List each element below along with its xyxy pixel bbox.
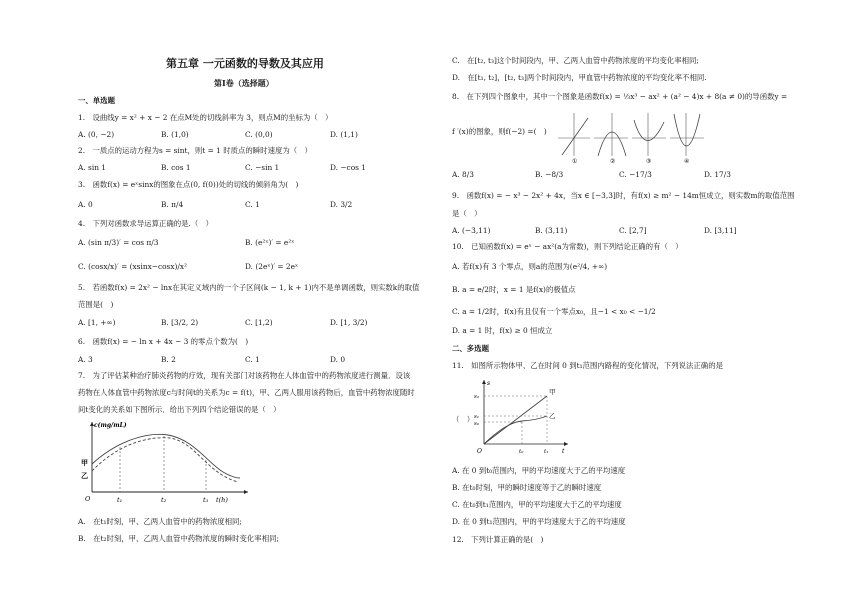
q7-ylabel: c(mg/mL) [94,422,127,429]
q11-option-a: A. 在 0 到t₀范围内，甲的平均速度大于乙的平均速度 [452,466,626,475]
q5-option-b: B. [3/2, 2) [161,318,199,327]
q9-option-d: D. [3,11] [704,226,737,235]
q10-option-a: A. 若f(x)有 3 个零点，则a的范围为(e²/4, +∞) [452,262,608,271]
q7-option-a: A. 在t₁时刻，甲、乙两人血管中的药物浓度相同; [78,517,242,526]
q11-tick-s0: s₀ [474,421,480,427]
question-9-line-2: 是（ ） [452,209,482,218]
q1-option-d: D. (1,1) [330,130,358,139]
q7-label-yi: 乙 [81,471,88,480]
q8-graphs [556,108,706,164]
q7-origin: O [85,495,91,503]
q7-label-jia: 甲 [81,458,88,467]
q8-mark-3: ③ [646,158,652,164]
q7-curve-yi [92,438,238,482]
q6-option-d: D. 0 [330,355,346,364]
q11-axis-s: s [487,380,491,387]
q1-option-a: A. (0, −2) [78,130,115,139]
q2-option-c: C. −sin 1 [245,163,280,172]
q4-option-c: C. (cosx/x)′ = (xsinx−cosx)/x² [78,262,188,271]
q5-option-d: D. [1, 3/2) [330,318,368,327]
question-12: 12. 下列计算正确的是( ) [452,535,544,544]
q11-tick-s1: s₁ [474,414,480,420]
q11-option-d: D. 在 0 到t₁范围内，甲的平均速度大于乙的平均速度 [452,517,626,526]
q11-tick-t1: t₁ [544,449,549,455]
q8-mark-1: ① [572,158,578,164]
page-title: 第五章 一元函数的导数及其应用 [166,57,324,70]
q8-option-d: D. 17/3 [704,170,731,179]
question-2: 2. 一质点的运动方程为s = sint，则t = 1 时质点的瞬时速度为（ ） [78,146,312,155]
q6-option-c: C. 1 [245,355,260,364]
section-heading-multi-choice: 二、多选题 [452,344,489,353]
question-7-line-2: 药物在人体血管中药物浓度c与时间t的关系为c = f(t)，甲、乙两人服用该药物后，血管中药物浓度随时 [78,388,415,397]
q11-tick-t0: t₀ [519,449,524,455]
q3-option-d: D. 3/2 [330,200,353,209]
question-8-line-2: f ′(x)的图象，则f(−2) =( ) [452,127,547,136]
q4-option-b: B. (e²ˣ)′ = e²ˣ [245,238,295,247]
q8-graph-1 [558,113,590,156]
q11-option-c: C. 在t₀到t₁范围内，甲的平均速度大于乙的平均速度 [452,500,622,509]
q1-option-b: B. (1,0) [161,130,189,139]
q7-tick-t1: t₁ [117,496,123,504]
q10-option-d: D. a = 1 时，f(x) ≥ 0 恒成立 [452,326,553,335]
q10-option-c: C. a = 1/2时，f(x)有且仅有一个零点x₀，且−1 < x₀ < −1/2 [452,307,656,316]
question-7-line-1: 7. 为了评估某种治疗肺炎药物的疗效，现有关部门对该药物在人体血管中的药物浓度进行测量．设该 [78,371,411,380]
q8-mark-4: ④ [684,158,690,164]
section-heading-single-choice: 一、单选题 [78,96,115,105]
q4-option-d: D. (2eˣ)′ = 2eˣ [245,262,299,271]
q7-option-d: D. 在[t₁, t₂]，[t₂, t₃]两个时间段内，甲血管中药物浓度的平均变化率不相同. [452,73,707,82]
q8-graph-3 [632,113,666,156]
left-column [78,0,458,608]
q5-option-c: C. [1,2) [245,318,273,327]
q8-mark-2: ② [610,158,616,164]
q8-option-a: A. 8/3 [452,170,474,179]
question-8-line-1: 8. 在下列四个图象中，其中一个图象是函数f(x) = ⅓x³ − ax² + (a² − 4)x + 8(a ≠ 0)的导函数y = [452,92,788,101]
q7-xlabel: t(h) [216,496,228,504]
q7-tick-t2: t₂ [161,496,167,504]
question-7-line-3: 间t变化的关系如下图所示．给出下列四个结论错误的是（ ） [78,405,281,414]
q6-option-b: B. 2 [161,355,176,364]
question-5: 5. 若函数f(x) = 2x² − lnx在其定义域内的一个子区间(k − 1, k + 1)内不是单调函数，则实数k的取值 [78,283,420,292]
q7-concentration-graph [78,418,253,510]
question-3: 3. 函数f(x) = eˣsinx的图象在点(0, f(0))处的切线的倾斜角为( ) [78,180,299,189]
q3-option-c: C. 1 [245,200,260,209]
q8-option-b: B. −8/3 [535,170,564,179]
question-9-line-1: 9. 函数f(x) = − x³ − 2x² + 4x，当x ∈ [−3,3]时，有f(x) ≥ m² − 14m恒成立，则实数m的取值范围 [452,191,795,200]
q7-curve-jia [92,434,240,478]
q2-option-d: D. −cos 1 [330,163,366,172]
q11-label-jia: 甲 [549,388,556,396]
q6-option-a: A. 3 [78,355,93,364]
q7-tick-t3: t₃ [203,496,209,504]
q10-option-b: B. a = e/2时，x = 1 是f(x)的极值点 [452,285,576,294]
q11-line-jia [484,396,547,444]
q5-option-a: A. [1, +∞) [78,318,116,327]
q11-option-b: B. 在t₀时刻，甲的瞬时速度等于乙的瞬时速度 [452,483,602,492]
q11-distance-graph [472,376,572,456]
q8-option-c: C. −17/3 [619,170,652,179]
q8-graph-4 [670,113,704,156]
q8-graph-2 [594,113,628,156]
volume-heading: 第I卷（选择题） [214,78,274,88]
question-11: 11. 如图所示物体甲、乙在时间 0 到t₁范围内路程的变化情况，下列说法正确的是 [452,361,723,370]
q11-tick-s2: s₂ [474,394,480,400]
question-5-continued: 范围是( ) [78,300,114,309]
q9-option-b: B. (3,11) [535,226,568,235]
q1-option-c: C. (0,0) [245,130,273,139]
q3-option-a: A. 0 [78,200,93,209]
q9-option-c: C. [2,7] [619,226,647,235]
q11-label-yi: 乙 [549,412,556,420]
q7-option-b: B. 在t₂时刻，甲、乙两人血管中药物浓度的瞬时变化率相同; [78,534,279,543]
q4-option-a: A. (sin π/3)′ = cos π/3 [78,238,159,247]
q9-option-a: A. (−3,11) [452,226,491,235]
question-6: 6. 函数f(x) = − ln x + 4x − 3 的零点个数为( ) [78,337,249,346]
q7-option-c: C. 在[t₂, t₃]这个时间段内，甲、乙两人血管中药物浓度的平均变化率相同; [452,56,699,65]
q11-origin: O [477,448,482,455]
question-1: 1. 设曲线y = x² + x − 2 在点M处的切线斜率为 3，则点M的坐标为（ ） [78,113,333,122]
q2-option-b: B. cos 1 [161,163,191,172]
q3-option-b: B. π/4 [161,200,184,209]
question-4: 4. 下列对函数求导运算正确的是.（ ） [78,219,214,228]
q2-option-a: A. sin 1 [78,163,107,172]
question-10: 10. 已知函数f(x) = eˣ − ax²(a为常数)，则下列结论正确的有（ ） [452,242,683,251]
q11-answer-paren: （ ） [452,415,475,424]
q11-axis-t: t [562,448,565,455]
right-column [452,0,832,608]
